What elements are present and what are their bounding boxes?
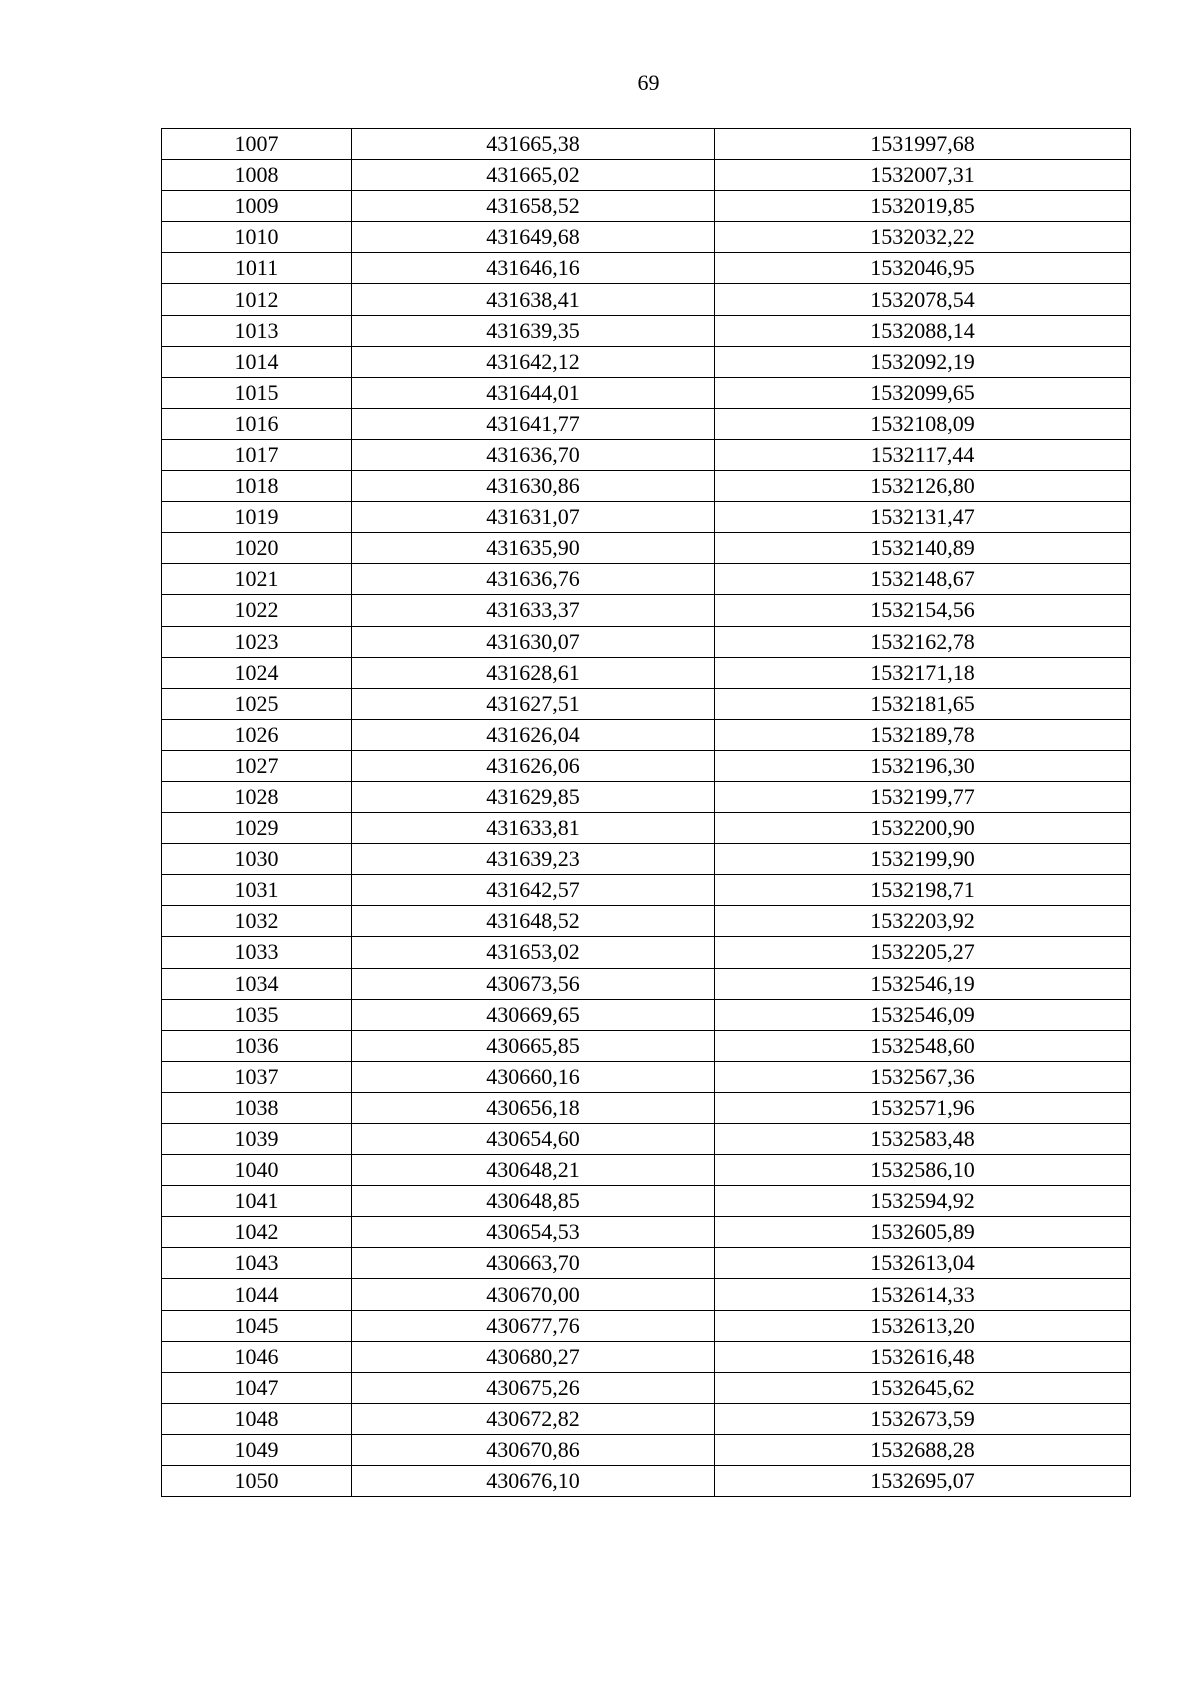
point-number-cell: 1021: [162, 564, 352, 595]
point-number-cell: 1025: [162, 688, 352, 719]
x-coordinate-cell: 431631,07: [352, 502, 715, 533]
x-coordinate-cell: 431642,12: [352, 346, 715, 377]
x-coordinate-cell: 431626,06: [352, 750, 715, 781]
table-row: [162, 626, 1131, 657]
point-number-cell: 1013: [162, 315, 352, 346]
point-number-cell: 1014: [162, 346, 352, 377]
table-row: [162, 1124, 1131, 1155]
x-coordinate-cell: 431633,81: [352, 813, 715, 844]
point-number-cell: 1031: [162, 875, 352, 906]
point-number-cell: 1030: [162, 844, 352, 875]
y-coordinate-cell: 1532088,14: [715, 315, 1131, 346]
y-coordinate-cell: 1532695,07: [715, 1466, 1131, 1497]
x-coordinate-cell: 430670,86: [352, 1434, 715, 1465]
table-row: [162, 1092, 1131, 1123]
y-coordinate-cell: 1532099,65: [715, 377, 1131, 408]
point-number-cell: 1045: [162, 1310, 352, 1341]
x-coordinate-cell: 430654,60: [352, 1124, 715, 1155]
x-coordinate-cell: 430670,00: [352, 1279, 715, 1310]
x-coordinate-cell: 430648,21: [352, 1155, 715, 1186]
y-coordinate-cell: 1532203,92: [715, 906, 1131, 937]
y-coordinate-cell: 1532571,96: [715, 1092, 1131, 1123]
x-coordinate-cell: 431665,02: [352, 160, 715, 191]
y-coordinate-cell: 1532198,71: [715, 875, 1131, 906]
x-coordinate-cell: 431626,04: [352, 719, 715, 750]
point-number-cell: 1011: [162, 253, 352, 284]
point-number-cell: 1017: [162, 439, 352, 470]
table-row: [162, 377, 1131, 408]
table-row: [162, 1061, 1131, 1092]
x-coordinate-cell: 431638,41: [352, 284, 715, 315]
table-row: [162, 1217, 1131, 1248]
table-row: [162, 937, 1131, 968]
x-coordinate-cell: 431653,02: [352, 937, 715, 968]
y-coordinate-cell: 1532126,80: [715, 471, 1131, 502]
x-coordinate-cell: 430665,85: [352, 1030, 715, 1061]
table-row: [162, 129, 1131, 160]
point-number-cell: 1041: [162, 1186, 352, 1217]
table-row: [162, 439, 1131, 470]
y-coordinate-cell: 1532154,56: [715, 595, 1131, 626]
point-number-cell: 1044: [162, 1279, 352, 1310]
x-coordinate-cell: 430677,76: [352, 1310, 715, 1341]
x-coordinate-cell: 431630,86: [352, 471, 715, 502]
point-number-cell: 1047: [162, 1372, 352, 1403]
x-coordinate-cell: 430654,53: [352, 1217, 715, 1248]
y-coordinate-cell: 1532189,78: [715, 719, 1131, 750]
point-number-cell: 1008: [162, 160, 352, 191]
point-number-cell: 1032: [162, 906, 352, 937]
x-coordinate-cell: 431642,57: [352, 875, 715, 906]
x-coordinate-cell: 430680,27: [352, 1341, 715, 1372]
table-row: [162, 1341, 1131, 1372]
coordinates-table: [161, 128, 1131, 1497]
table-row: [162, 191, 1131, 222]
y-coordinate-cell: 1532171,18: [715, 657, 1131, 688]
table-row: [162, 1434, 1131, 1465]
y-coordinate-cell: 1532645,62: [715, 1372, 1131, 1403]
x-coordinate-cell: 431629,85: [352, 781, 715, 812]
table-row: [162, 595, 1131, 626]
x-coordinate-cell: 431636,76: [352, 564, 715, 595]
x-coordinate-cell: 431636,70: [352, 439, 715, 470]
x-coordinate-cell: 430656,18: [352, 1092, 715, 1123]
table-row: [162, 813, 1131, 844]
y-coordinate-cell: 1532032,22: [715, 222, 1131, 253]
point-number-cell: 1040: [162, 1155, 352, 1186]
table-row: [162, 1279, 1131, 1310]
table-row: [162, 968, 1131, 999]
table-row: [162, 1466, 1131, 1497]
y-coordinate-cell: 1532019,85: [715, 191, 1131, 222]
point-number-cell: 1033: [162, 937, 352, 968]
point-number-cell: 1050: [162, 1466, 352, 1497]
table-row: [162, 253, 1131, 284]
x-coordinate-cell: 431633,37: [352, 595, 715, 626]
x-coordinate-cell: 431644,01: [352, 377, 715, 408]
x-coordinate-cell: 431658,52: [352, 191, 715, 222]
table-row: [162, 1248, 1131, 1279]
point-number-cell: 1007: [162, 129, 352, 160]
table-row: [162, 502, 1131, 533]
point-number-cell: 1042: [162, 1217, 352, 1248]
y-coordinate-cell: 1532092,19: [715, 346, 1131, 377]
y-coordinate-cell: 1532205,27: [715, 937, 1131, 968]
table-row: [162, 160, 1131, 191]
point-number-cell: 1016: [162, 408, 352, 439]
table-row: [162, 1310, 1131, 1341]
table-row: [162, 1155, 1131, 1186]
y-coordinate-cell: 1532548,60: [715, 1030, 1131, 1061]
y-coordinate-cell: 1532007,31: [715, 160, 1131, 191]
point-number-cell: 1015: [162, 377, 352, 408]
point-number-cell: 1038: [162, 1092, 352, 1123]
x-coordinate-cell: 431635,90: [352, 533, 715, 564]
y-coordinate-cell: 1532673,59: [715, 1403, 1131, 1434]
table-row: [162, 471, 1131, 502]
table-row: [162, 533, 1131, 564]
table-row: [162, 1372, 1131, 1403]
table-row: [162, 657, 1131, 688]
y-coordinate-cell: 1532583,48: [715, 1124, 1131, 1155]
x-coordinate-cell: 431628,61: [352, 657, 715, 688]
point-number-cell: 1023: [162, 626, 352, 657]
point-number-cell: 1027: [162, 750, 352, 781]
y-coordinate-cell: 1532131,47: [715, 502, 1131, 533]
y-coordinate-cell: 1532614,33: [715, 1279, 1131, 1310]
x-coordinate-cell: 430676,10: [352, 1466, 715, 1497]
x-coordinate-cell: 430663,70: [352, 1248, 715, 1279]
table-row: [162, 346, 1131, 377]
y-coordinate-cell: 1532117,44: [715, 439, 1131, 470]
x-coordinate-cell: 431665,38: [352, 129, 715, 160]
table-row: [162, 222, 1131, 253]
table-row: [162, 906, 1131, 937]
point-number-cell: 1049: [162, 1434, 352, 1465]
point-number-cell: 1034: [162, 968, 352, 999]
point-number-cell: 1026: [162, 719, 352, 750]
table-row: [162, 781, 1131, 812]
y-coordinate-cell: 1532616,48: [715, 1341, 1131, 1372]
y-coordinate-cell: 1532162,78: [715, 626, 1131, 657]
point-number-cell: 1010: [162, 222, 352, 253]
y-coordinate-cell: 1532140,89: [715, 533, 1131, 564]
x-coordinate-cell: 431627,51: [352, 688, 715, 719]
table-row: [162, 1186, 1131, 1217]
point-number-cell: 1036: [162, 1030, 352, 1061]
table-row: [162, 688, 1131, 719]
x-coordinate-cell: 430660,16: [352, 1061, 715, 1092]
point-number-cell: 1024: [162, 657, 352, 688]
y-coordinate-cell: 1532688,28: [715, 1434, 1131, 1465]
point-number-cell: 1039: [162, 1124, 352, 1155]
y-coordinate-cell: 1532108,09: [715, 408, 1131, 439]
point-number-cell: 1028: [162, 781, 352, 812]
x-coordinate-cell: 431648,52: [352, 906, 715, 937]
point-number-cell: 1035: [162, 999, 352, 1030]
y-coordinate-cell: 1532594,92: [715, 1186, 1131, 1217]
y-coordinate-cell: 1532199,77: [715, 781, 1131, 812]
point-number-cell: 1009: [162, 191, 352, 222]
table-row: [162, 1403, 1131, 1434]
coordinates-table-body: [162, 129, 1131, 1497]
point-number-cell: 1019: [162, 502, 352, 533]
table-row: [162, 719, 1131, 750]
x-coordinate-cell: 431639,23: [352, 844, 715, 875]
point-number-cell: 1018: [162, 471, 352, 502]
x-coordinate-cell: 430669,65: [352, 999, 715, 1030]
point-number-cell: 1048: [162, 1403, 352, 1434]
x-coordinate-cell: 431646,16: [352, 253, 715, 284]
y-coordinate-cell: 1531997,68: [715, 129, 1131, 160]
table-row: [162, 750, 1131, 781]
point-number-cell: 1029: [162, 813, 352, 844]
page-number: 69: [637, 70, 660, 95]
y-coordinate-cell: 1532546,19: [715, 968, 1131, 999]
table-row: [162, 875, 1131, 906]
y-coordinate-cell: 1532181,65: [715, 688, 1131, 719]
y-coordinate-cell: 1532567,36: [715, 1061, 1131, 1092]
y-coordinate-cell: 1532078,54: [715, 284, 1131, 315]
y-coordinate-cell: 1532546,09: [715, 999, 1131, 1030]
point-number-cell: 1020: [162, 533, 352, 564]
x-coordinate-cell: 430675,26: [352, 1372, 715, 1403]
x-coordinate-cell: 431649,68: [352, 222, 715, 253]
table-row: [162, 564, 1131, 595]
point-number-cell: 1043: [162, 1248, 352, 1279]
point-number-cell: 1037: [162, 1061, 352, 1092]
y-coordinate-cell: 1532613,04: [715, 1248, 1131, 1279]
point-number-cell: 1012: [162, 284, 352, 315]
x-coordinate-cell: 430672,82: [352, 1403, 715, 1434]
table-row: [162, 844, 1131, 875]
point-number-cell: 1022: [162, 595, 352, 626]
y-coordinate-cell: 1532148,67: [715, 564, 1131, 595]
x-coordinate-cell: 431630,07: [352, 626, 715, 657]
y-coordinate-cell: 1532199,90: [715, 844, 1131, 875]
point-number-cell: 1046: [162, 1341, 352, 1372]
table-row: [162, 408, 1131, 439]
y-coordinate-cell: 1532613,20: [715, 1310, 1131, 1341]
y-coordinate-cell: 1532586,10: [715, 1155, 1131, 1186]
table-row: [162, 999, 1131, 1030]
y-coordinate-cell: 1532046,95: [715, 253, 1131, 284]
x-coordinate-cell: 430648,85: [352, 1186, 715, 1217]
x-coordinate-cell: 430673,56: [352, 968, 715, 999]
y-coordinate-cell: 1532200,90: [715, 813, 1131, 844]
table-row: [162, 315, 1131, 346]
y-coordinate-cell: 1532196,30: [715, 750, 1131, 781]
table-row: [162, 1030, 1131, 1061]
y-coordinate-cell: 1532605,89: [715, 1217, 1131, 1248]
table-row: [162, 284, 1131, 315]
x-coordinate-cell: 431641,77: [352, 408, 715, 439]
x-coordinate-cell: 431639,35: [352, 315, 715, 346]
